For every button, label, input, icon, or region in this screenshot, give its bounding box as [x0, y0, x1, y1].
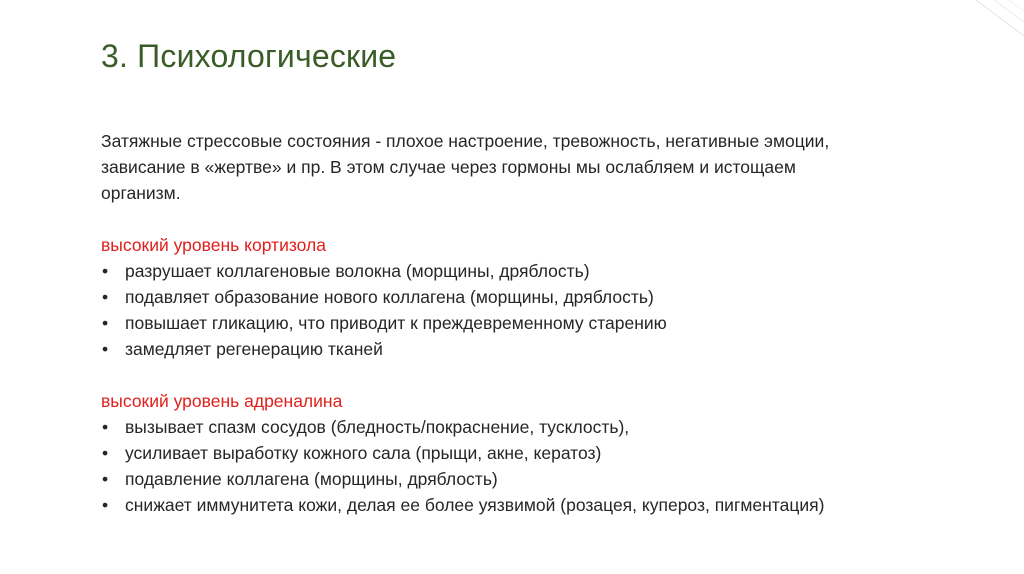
intro-paragraph — [101, 128, 981, 206]
bullet-list — [101, 414, 981, 518]
section-heading: высокий уровень кортизола — [101, 235, 326, 255]
section-cortisol — [101, 232, 981, 362]
list-item — [101, 414, 981, 440]
corner-decoration — [954, 0, 1024, 40]
bullet-icon: • — [102, 417, 109, 437]
slide-title: 3. Психологические — [101, 38, 397, 74]
section-adrenaline — [101, 388, 981, 518]
bullet-icon: • — [102, 469, 109, 489]
bullet-icon: • — [102, 495, 109, 515]
list-item-text: повышает гликацию, что приводит к преждевременному старению — [125, 313, 667, 333]
list-item-text: замедляет регенерацию тканей — [125, 339, 383, 359]
slide-body — [101, 128, 981, 518]
list-item — [101, 258, 981, 284]
list-item — [101, 284, 981, 310]
list-item — [101, 336, 981, 362]
bullet-icon: • — [102, 443, 109, 463]
list-item — [101, 310, 981, 336]
intro-line: Затяжные стрессовые состояния - плохое настроение, тревожность, негативные эмоции, — [101, 131, 830, 151]
list-item — [101, 440, 981, 466]
list-item — [101, 492, 981, 518]
bullet-list — [101, 258, 981, 362]
list-item-text: вызывает спазм сосудов (бледность/покраснение, тусклость), — [125, 417, 630, 437]
section-heading: высокий уровень адреналина — [101, 391, 343, 411]
list-item-text: подавление коллагена (морщины, дряблость) — [125, 469, 498, 489]
bullet-icon: • — [102, 339, 109, 359]
bullet-icon: • — [102, 261, 109, 281]
list-item-text: снижает иммунитета кожи, делая ее более уязвимой (розацея, купероз, пигментация) — [125, 495, 825, 515]
list-item-text: подавляет образование нового коллагена (морщины, дряблость) — [125, 287, 654, 307]
intro-line: организм. — [101, 183, 181, 203]
list-item-text: разрушает коллагеновые волокна (морщины, дряблость) — [125, 261, 590, 281]
bullet-icon: • — [102, 287, 109, 307]
list-item — [101, 466, 981, 492]
intro-line: зависание в «жертве» и пр. В этом случае через гормоны мы ослабляем и истощаем — [101, 157, 796, 177]
bullet-icon: • — [102, 313, 109, 333]
list-item-text: усиливает выработку кожного сала (прыщи, акне, кератоз) — [125, 443, 602, 463]
